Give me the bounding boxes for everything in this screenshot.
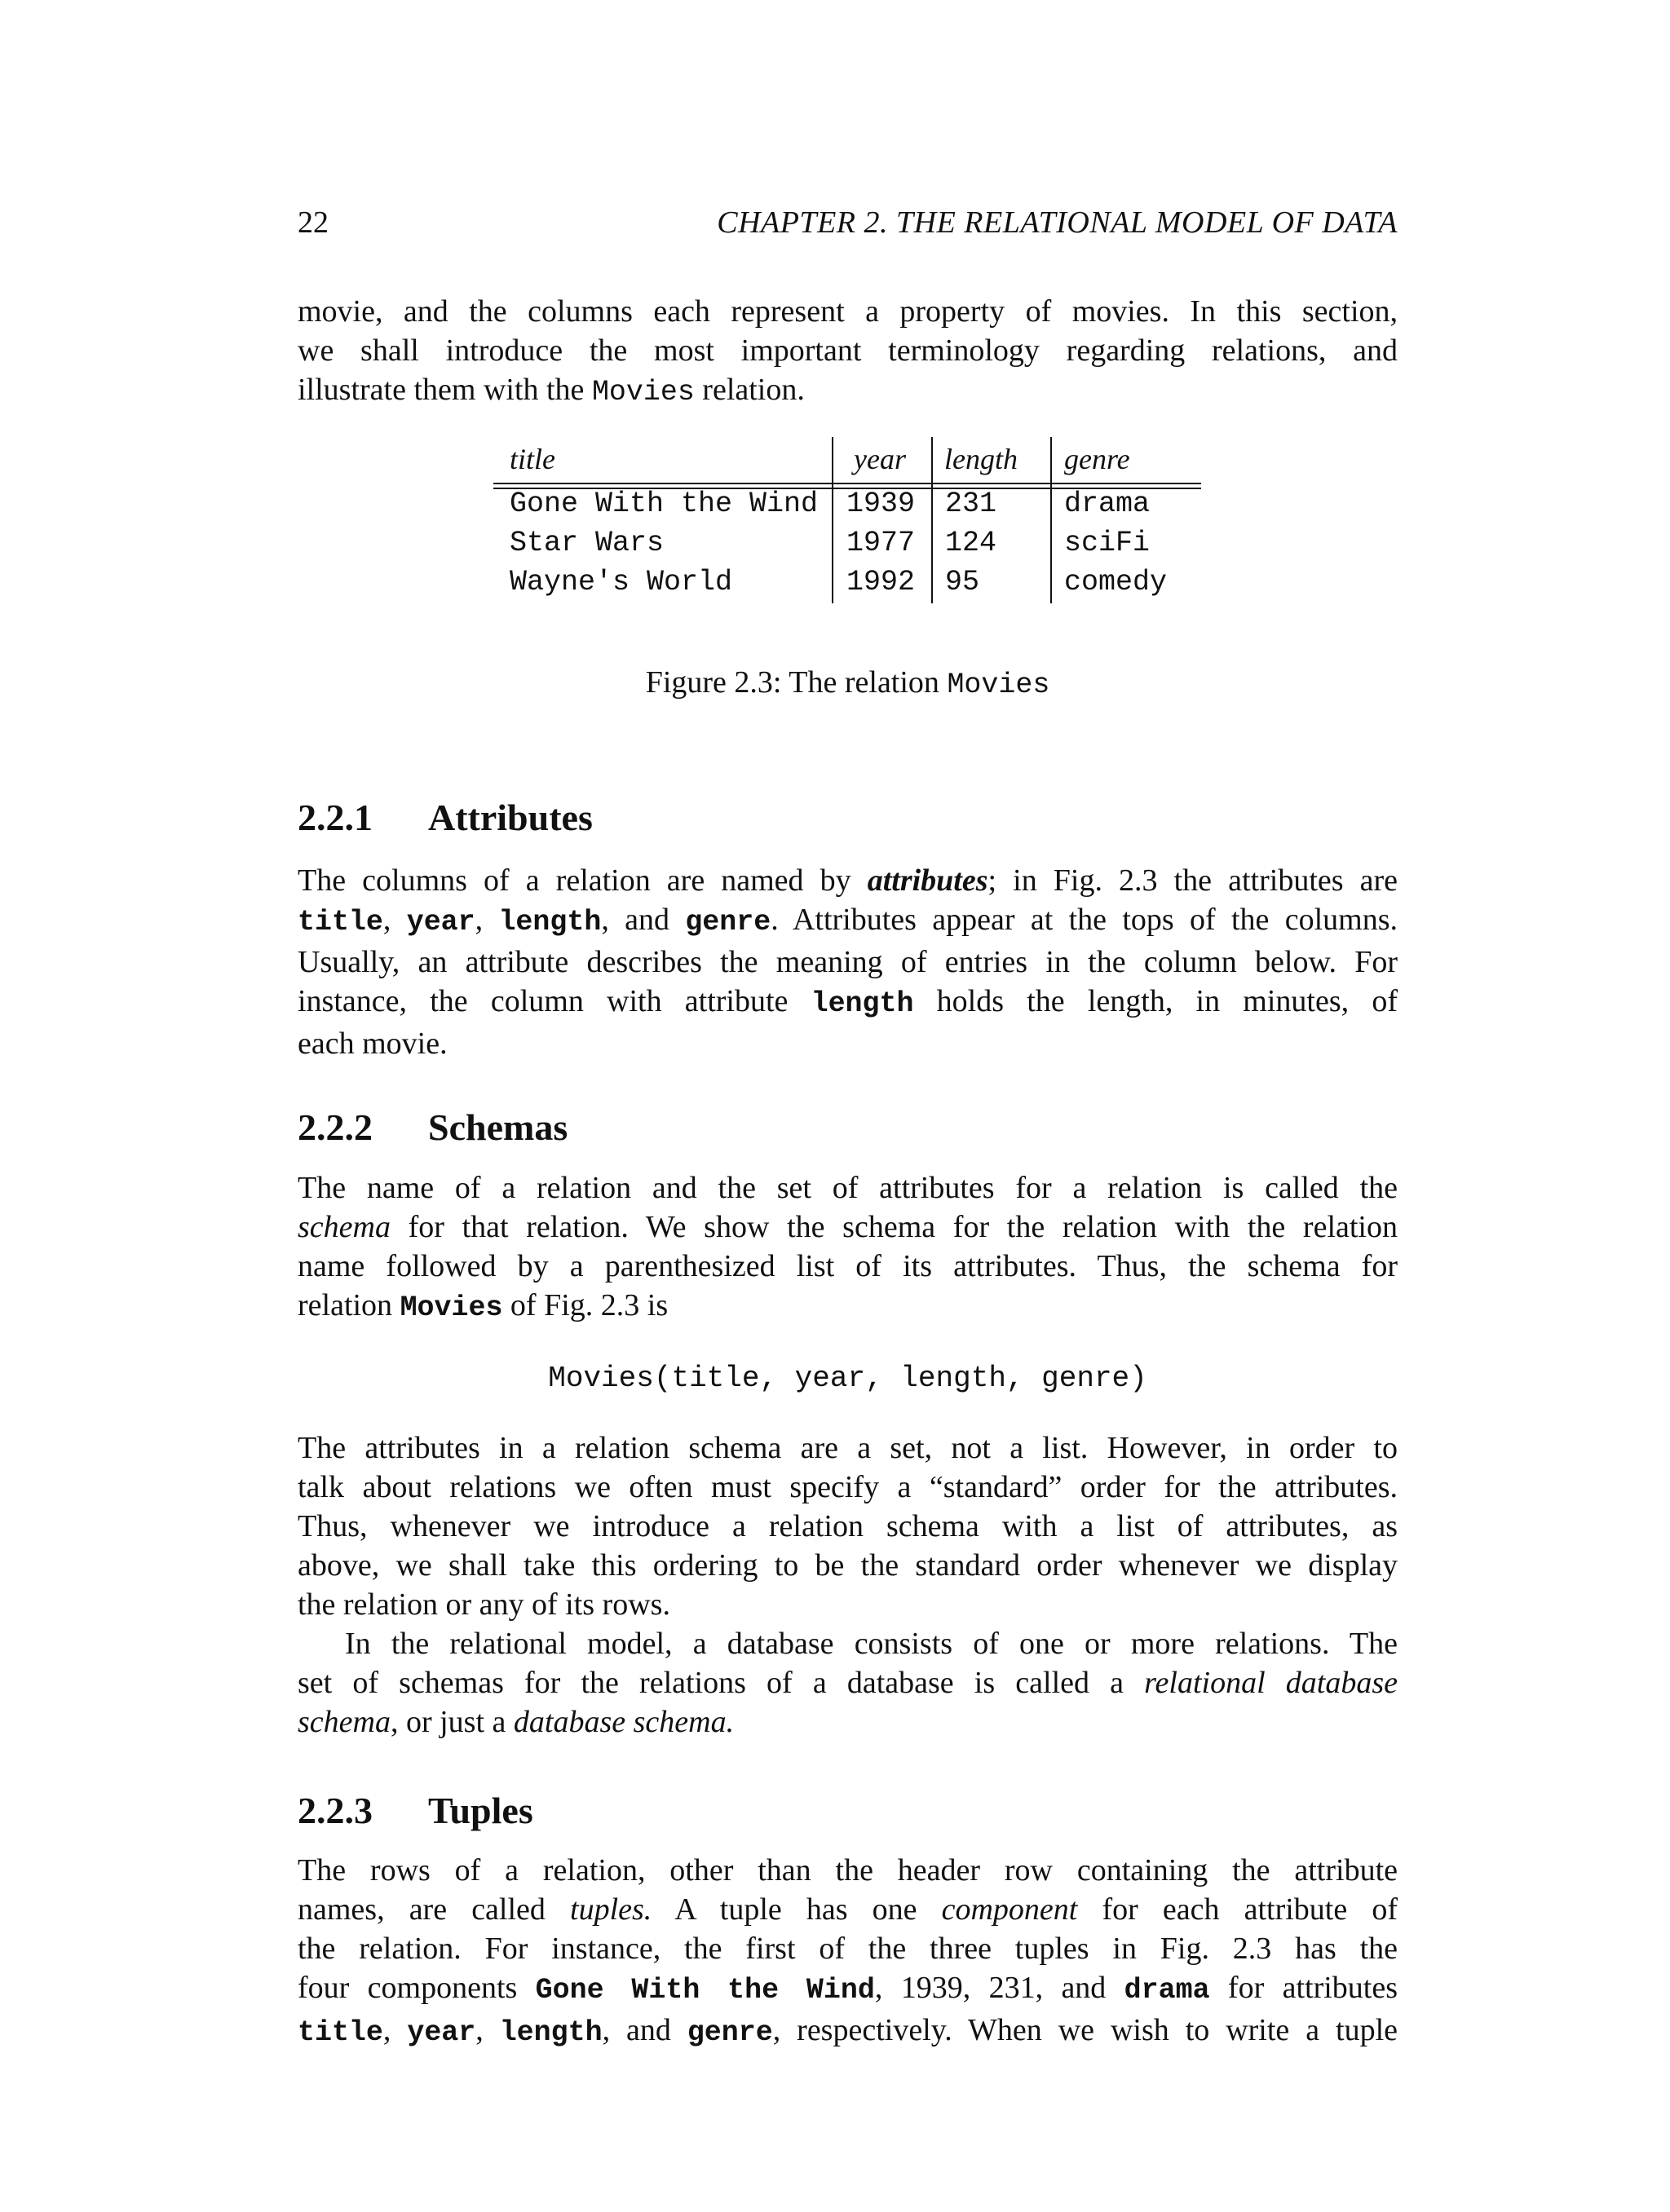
section-title: Tuples [428,1790,533,1831]
text-line: schema, or just a database schema. [298,1705,735,1739]
text-line: title, year, length, and genre, respectively. When we wish to write a tuple [298,2013,1398,2049]
intro-line: we shall introduce the most important terminology regarding relations, and [298,333,1398,368]
cell-title: Gone With the Wind [510,488,819,520]
cell-title: Wayne's World [510,566,733,598]
attributes-paragraph [298,861,1398,1063]
cell-genre: comedy [1064,566,1168,598]
cell-year: 1977 [846,527,916,559]
running-title: CHAPTER 2. THE RELATIONAL MODEL OF DATA [717,205,1398,240]
text-line: In the relational model, a database consists of one or more relations. The [345,1627,1398,1661]
schemas-paragraph-2 [298,1428,1398,1624]
cell-length: 124 [945,527,997,559]
text-line: names, are called tuples. A tuple has one component for each attribute of [298,1892,1398,1927]
text-line: relation Movies of Fig. 2.3 is [298,1288,669,1324]
text-line: Thus, whenever we introduce a relation schema with a list of attributes, as [298,1509,1398,1543]
header-length: length [944,443,1018,475]
schemas-paragraph-1 [298,1168,1398,1328]
schemas-paragraph-3 [298,1624,1398,1742]
code-movies: Movies [591,377,695,408]
intro-paragraph [298,292,1398,413]
header-year: year [854,443,906,475]
section-heading-schemas [298,1105,568,1150]
table-header-row [493,437,1201,483]
table-row [493,563,1201,602]
figure-caption: Figure 2.3: The relation Movies [645,665,1050,701]
cell-genre: sciFi [1064,527,1151,559]
section-number: 2.2.2 [298,1106,373,1148]
section-title: Schemas [428,1106,568,1148]
intro-line: movie, and the columns each represent a property of movies. In this section, [298,294,1398,329]
text-line: The name of a relation and the set of attributes for a relation is called the [298,1171,1398,1205]
section-number: 2.2.1 [298,797,373,838]
table-row [493,484,1201,523]
intro-line: illustrate them with the Movies relation. [298,373,805,408]
cell-genre: drama [1064,488,1151,520]
page-header [298,202,1398,243]
header-genre: genre [1064,443,1130,475]
cell-title: Star Wars [510,527,665,559]
text-line: talk about relations we often must specify a “standard” order for the attributes. [298,1470,1398,1504]
section-number: 2.2.3 [298,1790,373,1831]
cell-year: 1992 [846,566,916,598]
cell-length: 95 [945,566,980,598]
text-line: The columns of a relation are named by attributes; in Fig. 2.3 the attributes are [298,863,1398,898]
text-line: The attributes in a relation schema are a set, not a list. However, in order to [298,1431,1398,1465]
schema-display: Movies(title, year, length, genre) [548,1362,1147,1395]
cell-length: 231 [945,488,997,520]
section-heading-tuples [298,1788,533,1834]
text-line: The rows of a relation, other than the header row containing the attribute [298,1853,1398,1887]
text-line: title, year, length, and genre. Attributes appear at the tops of the columns. [298,903,1398,938]
table-row [493,523,1201,563]
section-title: Attributes [428,797,593,838]
cell-year: 1939 [846,488,916,520]
text-line: four components Gone With the Wind, 1939, 231, and drama for attributes [298,1971,1398,2007]
text-line: the relation. For instance, the first of the three tuples in Fig. 2.3 has the [298,1932,1398,1966]
text-line: each movie. [298,1027,448,1061]
tuples-paragraph [298,1851,1398,2053]
text-line: schema for that relation. We show the schema for the relation with the relation [298,1210,1398,1244]
text-line: the relation or any of its rows. [298,1587,670,1622]
header-title: title [510,443,555,475]
text-line: Usually, an attribute describes the meaning of entries in the column below. For [298,945,1398,979]
section-heading-attributes [298,795,593,841]
text-line: above, we shall take this ordering to be the standard order whenever we display [298,1548,1398,1583]
text-line: instance, the column with attribute length holds the length, in minutes, of [298,984,1398,1020]
code-movies: Movies [947,669,1050,701]
page-number: 22 [298,205,329,240]
text-line: name followed by a parenthesized list of its attributes. Thus, the schema for [298,1249,1398,1283]
text-line: set of schemas for the relations of a database is called a relational database [298,1666,1398,1700]
